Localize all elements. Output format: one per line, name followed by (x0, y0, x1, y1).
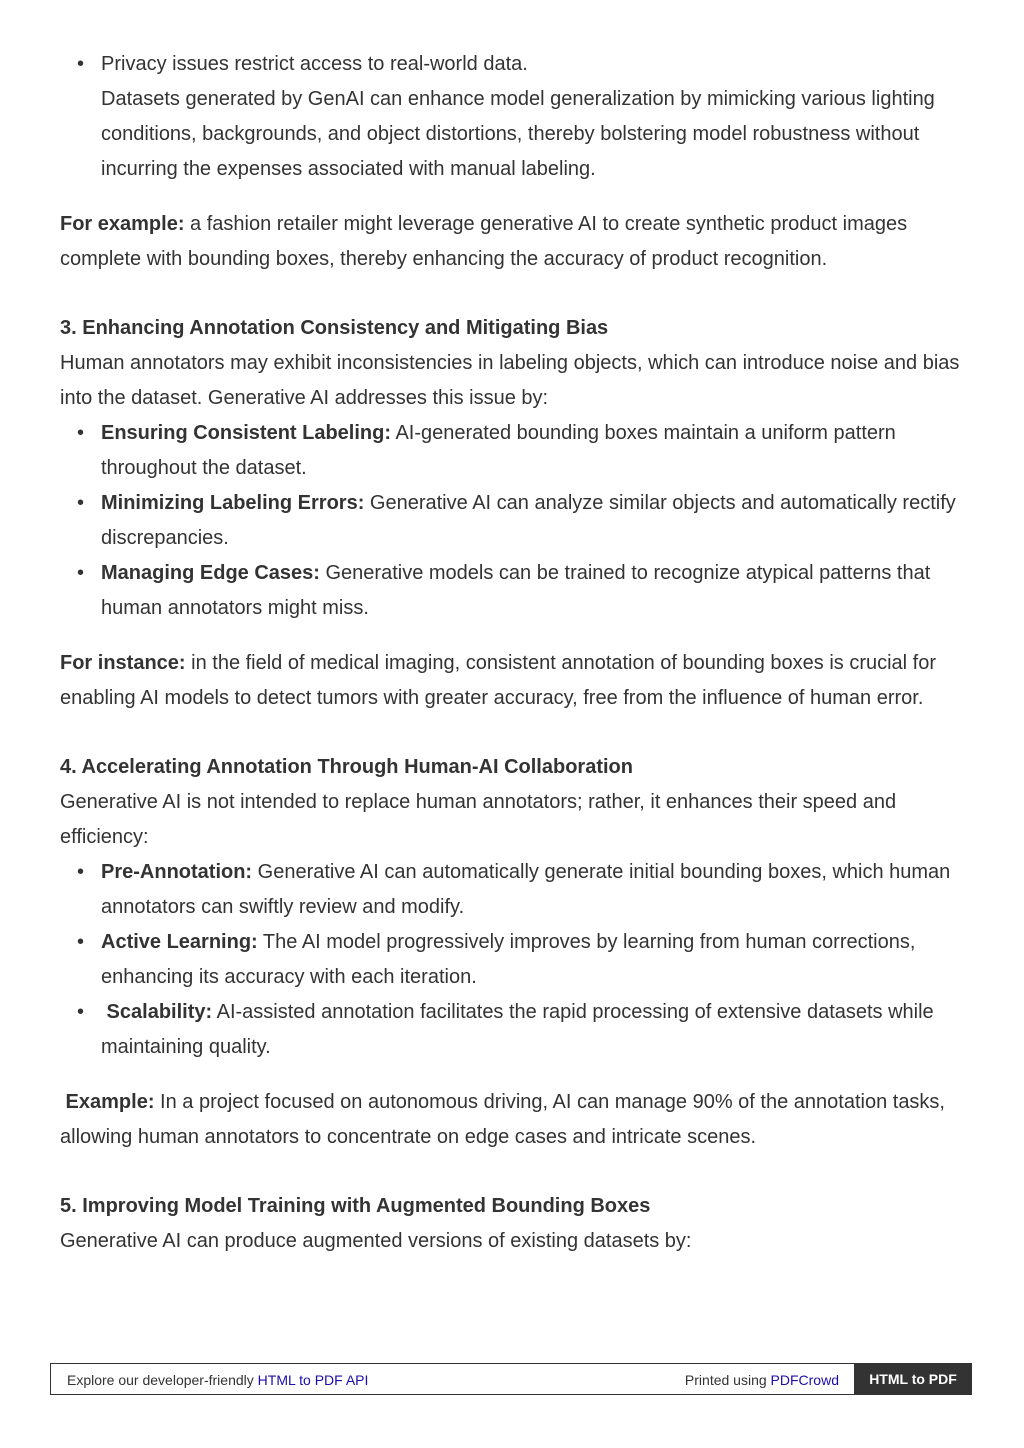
section-4-intro: Generative AI is not intended to replace human annotators; rather, it enhances their speed and efficiency: (60, 791, 897, 848)
section-5-heading: 5. Improving Model Training with Augmented Bounding Boxes (60, 1195, 651, 1217)
footer-promo (67, 1372, 368, 1388)
list-item (60, 486, 965, 556)
example-paragraph (60, 207, 965, 277)
section-3-example (60, 646, 965, 716)
document-body (60, 47, 965, 1259)
pdfcrowd-link[interactable]: PDFCrowd (770, 1372, 839, 1388)
list-item-text: Generative AI can analyze similar objects and automatically rectify discrepancies. (101, 492, 956, 549)
example-label: For example: (60, 213, 185, 235)
example-label: Example: (60, 1091, 155, 1113)
list-item-label: Ensuring Consistent Labeling: (101, 422, 392, 444)
list-item-text: AI-generated bounding boxes maintain a uniform pattern throughout the dataset. (101, 422, 896, 479)
intro-list (60, 47, 965, 82)
list-item-text: Privacy issues restrict access to real-world data. (101, 53, 528, 75)
section-4-example (60, 1085, 965, 1155)
list-item-label: Managing Edge Cases: (101, 562, 320, 584)
pdf-footer-bar (50, 1363, 972, 1395)
footer-promo-text: Explore our developer-friendly (67, 1372, 258, 1388)
section-3-heading: 3. Enhancing Annotation Consistency and Mitigating Bias (60, 317, 609, 339)
section-4-list (60, 855, 965, 1065)
list-item-label: Active Learning: (101, 931, 258, 953)
list-item-label: Scalability: (101, 1001, 213, 1023)
list-item (60, 925, 965, 995)
list-item-text: Generative models can be trained to recognize atypical patterns that human annotators might miss. (101, 562, 931, 619)
section-5-intro: Generative AI can produce augmented versions of existing datasets by: (60, 1230, 692, 1252)
list-item (60, 995, 965, 1065)
list-item-label: Minimizing Labeling Errors: (101, 492, 365, 514)
html-to-pdf-badge[interactable]: HTML to PDF (854, 1363, 972, 1395)
section-3-intro: Human annotators may exhibit inconsistencies in labeling objects, which can introduce noise and bias into the dataset. Generative AI addresses this issue by: (60, 352, 960, 409)
section-3-list (60, 416, 965, 626)
example-text: in the field of medical imaging, consistent annotation of bounding boxes is crucial for enabling AI models to detect tumors with greater accuracy, free from the influence of human error. (60, 652, 937, 709)
list-item-text: The AI model progressively improves by learning from human corrections, enhancing its accuracy with each iteration. (101, 931, 916, 988)
html-to-pdf-api-link[interactable]: HTML to PDF API (257, 1372, 369, 1388)
example-label: For instance: (60, 652, 186, 674)
list-item (60, 416, 965, 486)
list-item-label: Pre-Annotation: (101, 861, 253, 883)
footer-printed-using (685, 1372, 839, 1388)
footer-printed-text: Printed using (684, 1372, 771, 1388)
list-item (60, 47, 965, 82)
list-item-text: Generative AI can automatically generate initial bounding boxes, which human annotators can swiftly review and modify. (101, 861, 951, 918)
example-text: a fashion retailer might leverage generative AI to create synthetic product images complete with bounding boxes, thereby enhancing the accuracy of product recognition. (60, 213, 908, 270)
example-text: In a project focused on autonomous driving, AI can manage 90% of the annotation tasks, allowing human annotators to concentrate on edge cases and intricate scenes. (60, 1091, 945, 1148)
list-item (60, 855, 965, 925)
section-4-heading: 4. Accelerating Annotation Through Human-AI Collaboration (60, 756, 633, 778)
intro-paragraph: Datasets generated by GenAI can enhance model generalization by mimicking various lighting conditions, backgrounds, and object distortions, thereby bolstering model robustness without incurring the expenses associated with manual labeling. (101, 88, 935, 180)
list-item (60, 556, 965, 626)
list-item-text: AI-assisted annotation facilitates the rapid processing of extensive datasets while maintaining quality. (101, 1001, 934, 1058)
